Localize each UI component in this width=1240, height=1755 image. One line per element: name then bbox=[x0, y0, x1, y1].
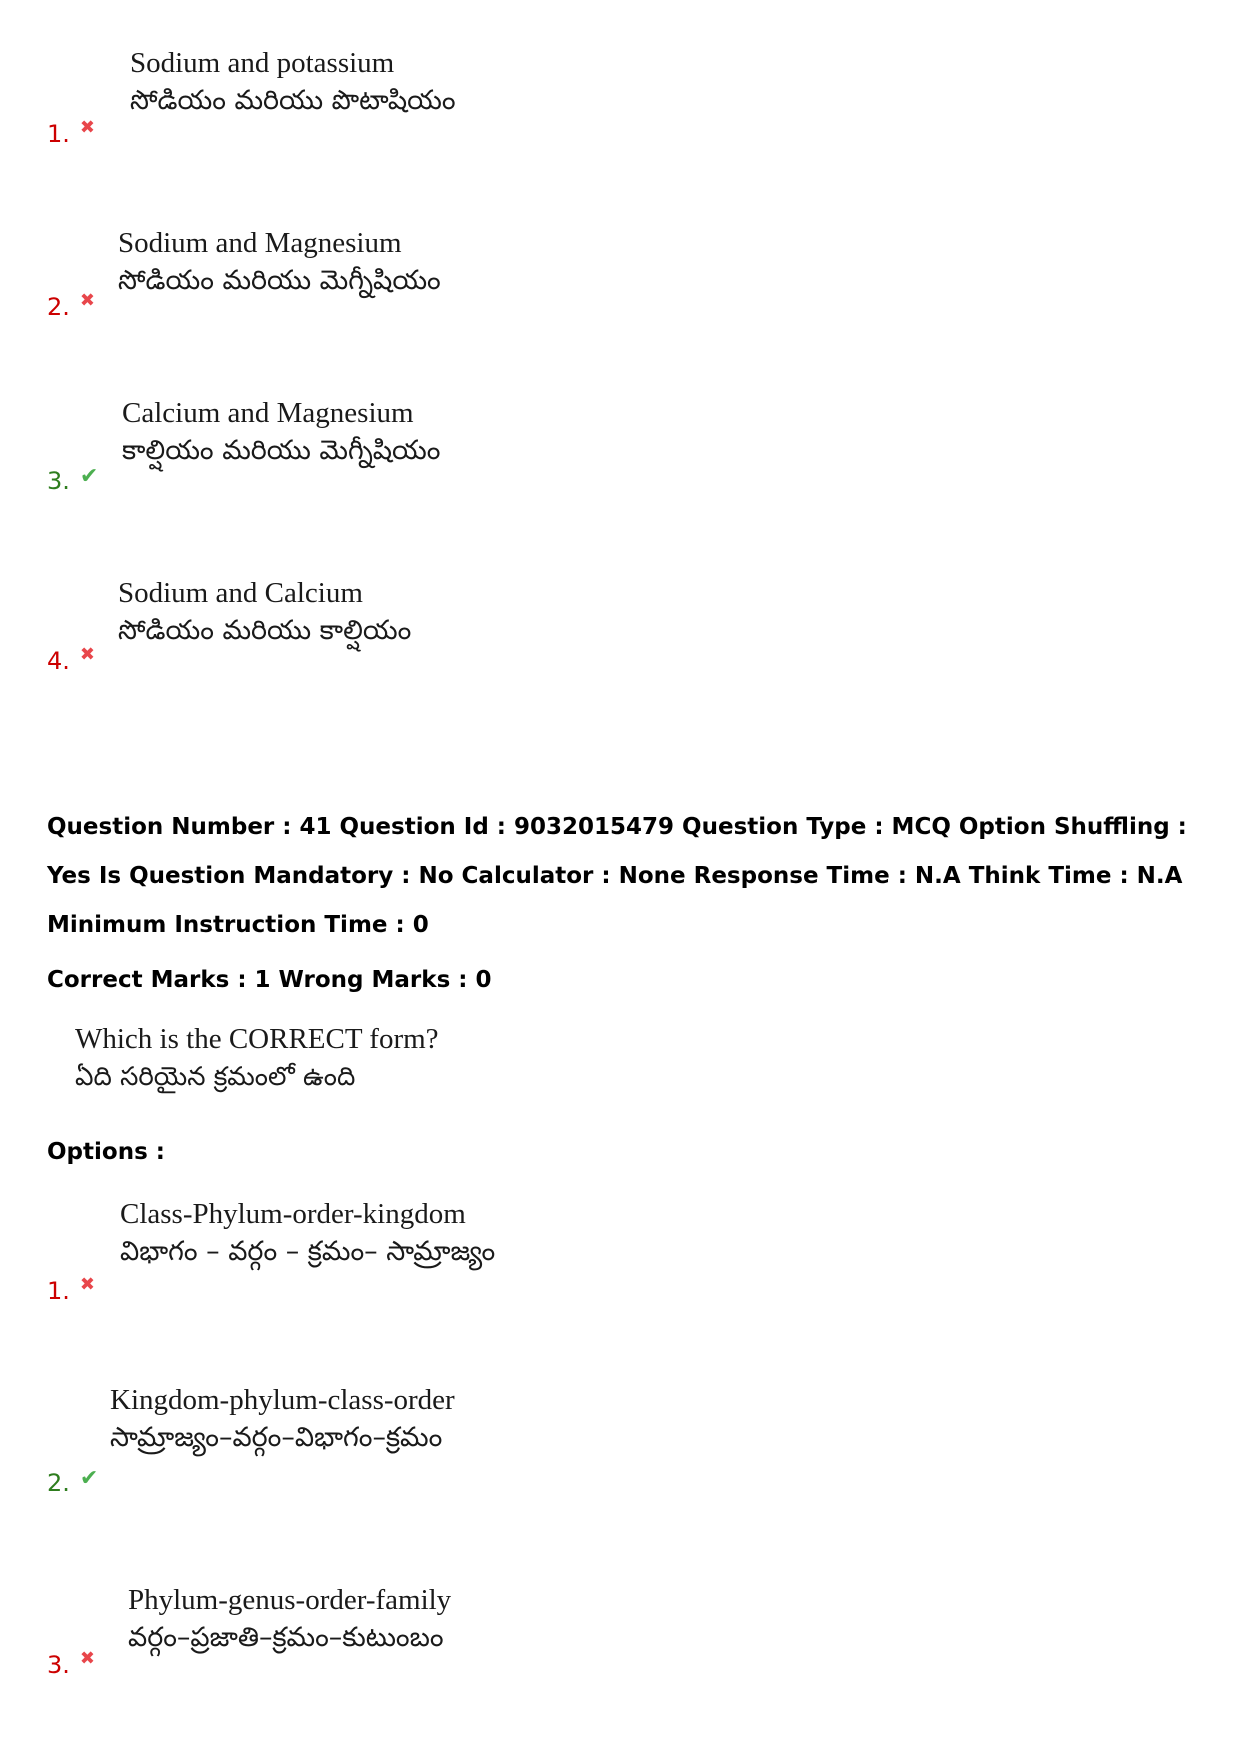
cross-icon: ✖ bbox=[79, 1648, 95, 1669]
option-2-en: Kingdom-phylum-class-order bbox=[110, 1384, 455, 1416]
question-text bbox=[75, 1020, 439, 1096]
check-icon: ✔ bbox=[79, 464, 99, 489]
option-1-marker bbox=[47, 1274, 95, 1305]
prev-option-2-marker bbox=[47, 290, 95, 321]
prev-option-3-te: కాల్షియం మరియు మెగ్నీషియం bbox=[122, 435, 441, 466]
check-icon: ✔ bbox=[79, 1466, 99, 1491]
prev-option-4-text bbox=[118, 574, 411, 650]
option-3-text bbox=[128, 1581, 451, 1657]
prev-option-1-en: Sodium and potassium bbox=[130, 47, 395, 79]
question-text-te: ఏది సరియైన క్రమంలో ఉంది bbox=[75, 1062, 356, 1092]
prev-option-4-en: Sodium and Calcium bbox=[118, 577, 363, 609]
question-marks: Correct Marks : 1 Wrong Marks : 0 bbox=[47, 967, 492, 993]
prev-option-3-marker bbox=[47, 464, 99, 495]
option-3-marker bbox=[47, 1648, 95, 1679]
prev-option-1-marker bbox=[47, 117, 95, 148]
option-1-en: Class-Phylum-order-kingdom bbox=[120, 1198, 466, 1230]
cross-icon: ✖ bbox=[79, 117, 95, 138]
prev-option-4-number: 4. bbox=[47, 647, 70, 675]
prev-option-3-en: Calcium and Magnesium bbox=[122, 397, 414, 429]
option-3-te: వర్గం–ప్రజాతి–క్రమం–కుటుంబం bbox=[128, 1622, 444, 1653]
cross-icon: ✖ bbox=[79, 290, 95, 311]
option-3-en: Phylum-genus-order-family bbox=[128, 1584, 452, 1616]
question-text-en: Which is the CORRECT form? bbox=[75, 1023, 439, 1055]
option-2-text bbox=[110, 1381, 455, 1457]
option-2-number: 2. bbox=[47, 1469, 70, 1497]
options-label: Options : bbox=[47, 1139, 165, 1165]
prev-option-2-te: సోడియం మరియు మెగ్నీషియం bbox=[118, 265, 441, 296]
prev-option-1-number: 1. bbox=[47, 120, 70, 148]
prev-option-2-en: Sodium and Magnesium bbox=[118, 227, 402, 259]
option-2-marker bbox=[47, 1466, 99, 1497]
prev-option-1-te: సోడియం మరియు పొటాషియం bbox=[130, 85, 456, 116]
option-3-number: 3. bbox=[47, 1651, 70, 1679]
prev-option-4-te: సోడియం మరియు కాల్షియం bbox=[118, 615, 412, 646]
question-meta: Question Number : 41 Question Id : 9032015479 Question Type : MCQ Option Shuffling : Yes Is Question Mandatory : No Calculator : None Response Time : N.A Think Time : N.A Minimum Instruction Time : 0 bbox=[47, 814, 1187, 938]
prev-option-4-marker bbox=[47, 644, 95, 675]
cross-icon: ✖ bbox=[79, 644, 95, 665]
cross-icon: ✖ bbox=[79, 1274, 95, 1295]
option-1-number: 1. bbox=[47, 1277, 70, 1305]
prev-option-2-text bbox=[118, 224, 441, 300]
prev-option-2-number: 2. bbox=[47, 293, 70, 321]
option-1-te: విభాగం – వర్గం – క్రమం– సామ్రాజ్యం bbox=[120, 1236, 496, 1267]
option-1-text bbox=[120, 1195, 495, 1271]
prev-option-3-text bbox=[122, 394, 440, 470]
prev-option-3-number: 3. bbox=[47, 467, 70, 495]
option-2-te: సామ్రాజ్యం–వర్గం–విభాగం–క్రమం bbox=[110, 1422, 443, 1453]
prev-option-1-text bbox=[130, 44, 456, 120]
